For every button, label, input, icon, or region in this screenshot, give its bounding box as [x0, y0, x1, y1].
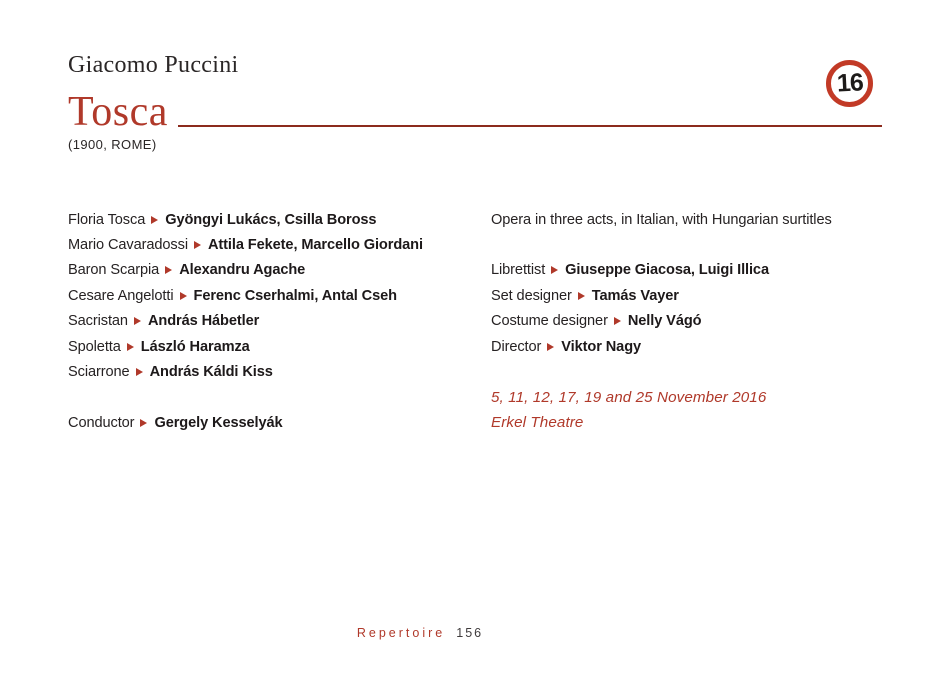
arrow-icon — [127, 343, 134, 351]
cast-role: Baron Scarpia — [68, 262, 160, 279]
age-rating-badge — [826, 60, 873, 107]
cast-names: Alexandru Agache — [179, 262, 306, 279]
spacer-row — [491, 232, 886, 257]
arrow-icon — [136, 368, 143, 376]
page-footer — [0, 626, 840, 640]
venue-name: Erkel Theatre — [491, 414, 584, 432]
arrow-icon — [151, 216, 158, 224]
title-rule — [178, 125, 882, 127]
arrow-icon — [140, 419, 147, 427]
performance-dates-row — [491, 385, 886, 410]
cast-row — [68, 309, 491, 334]
credit-role: Costume designer — [491, 313, 608, 330]
credit-names: Nelly Vágó — [627, 313, 702, 330]
arrow-icon — [614, 317, 621, 325]
spacer-row — [491, 359, 886, 384]
arrow-icon — [165, 266, 172, 274]
spacer-row — [68, 385, 491, 410]
arrow-icon — [551, 266, 558, 274]
arrow-icon — [578, 292, 585, 300]
cast-role: Cesare Angelotti — [68, 287, 174, 304]
description-row — [491, 207, 886, 232]
conductor-names: Gergely Kesselyák — [154, 414, 283, 431]
cast-row — [68, 258, 491, 283]
footer-page-number: 156 — [456, 626, 484, 640]
credit-names: Tamás Vayer — [591, 287, 679, 304]
cast-row — [68, 207, 491, 232]
arrow-icon — [194, 241, 201, 249]
credit-role: Director — [491, 338, 542, 355]
composer-name: Giacomo Puccini — [68, 52, 239, 78]
arrow-icon — [180, 292, 187, 300]
cast-role: Sacristan — [68, 313, 128, 330]
cast-role: Spoletta — [68, 338, 121, 355]
credit-role: Set designer — [491, 287, 572, 304]
cast-row — [68, 283, 491, 308]
cast-names: László Haramza — [140, 338, 250, 355]
credit-names: Giuseppe Giacosa, Luigi Illica — [565, 262, 769, 279]
premiere-info: (1900, ROME) — [68, 137, 157, 152]
credit-role: Librettist — [491, 262, 546, 279]
cast-names: Attila Fekete, Marcello Giordani — [207, 237, 423, 254]
conductor-row — [68, 410, 491, 435]
credit-names: Viktor Nagy — [561, 338, 642, 355]
age-rating-value: 16 — [835, 68, 864, 98]
cast-names: Gyöngyi Lukács, Csilla Boross — [165, 211, 377, 228]
venue-row — [491, 410, 886, 435]
cast-names: András Hábetler — [147, 313, 260, 330]
performance-dates: 5, 11, 12, 17, 19 and 25 November 2016 — [491, 388, 767, 406]
credit-row — [491, 309, 886, 334]
content-columns — [68, 207, 886, 436]
cast-row — [68, 232, 491, 257]
cast-row — [68, 359, 491, 384]
opera-title: Tosca — [68, 89, 168, 135]
title-row — [68, 90, 882, 134]
conductor-role: Conductor — [68, 414, 135, 431]
cast-row — [68, 334, 491, 359]
cast-role: Mario Cavaradossi — [68, 237, 188, 254]
cast-names: Ferenc Cserhalmi, Antal Cseh — [193, 287, 397, 304]
arrow-icon — [134, 317, 141, 325]
cast-column — [68, 207, 491, 436]
cast-names: András Káldi Kiss — [149, 364, 273, 381]
credit-row — [491, 258, 886, 283]
credit-row — [491, 334, 886, 359]
page-header — [68, 52, 882, 152]
arrow-icon — [547, 343, 554, 351]
footer-section-label: Repertoire — [356, 626, 446, 640]
cast-role: Sciarrone — [68, 364, 130, 381]
credit-row — [491, 283, 886, 308]
cast-role: Floria Tosca — [68, 211, 146, 228]
opera-description: Opera in three acts, in Italian, with Hungarian surtitles — [491, 211, 832, 228]
details-column — [491, 207, 886, 436]
